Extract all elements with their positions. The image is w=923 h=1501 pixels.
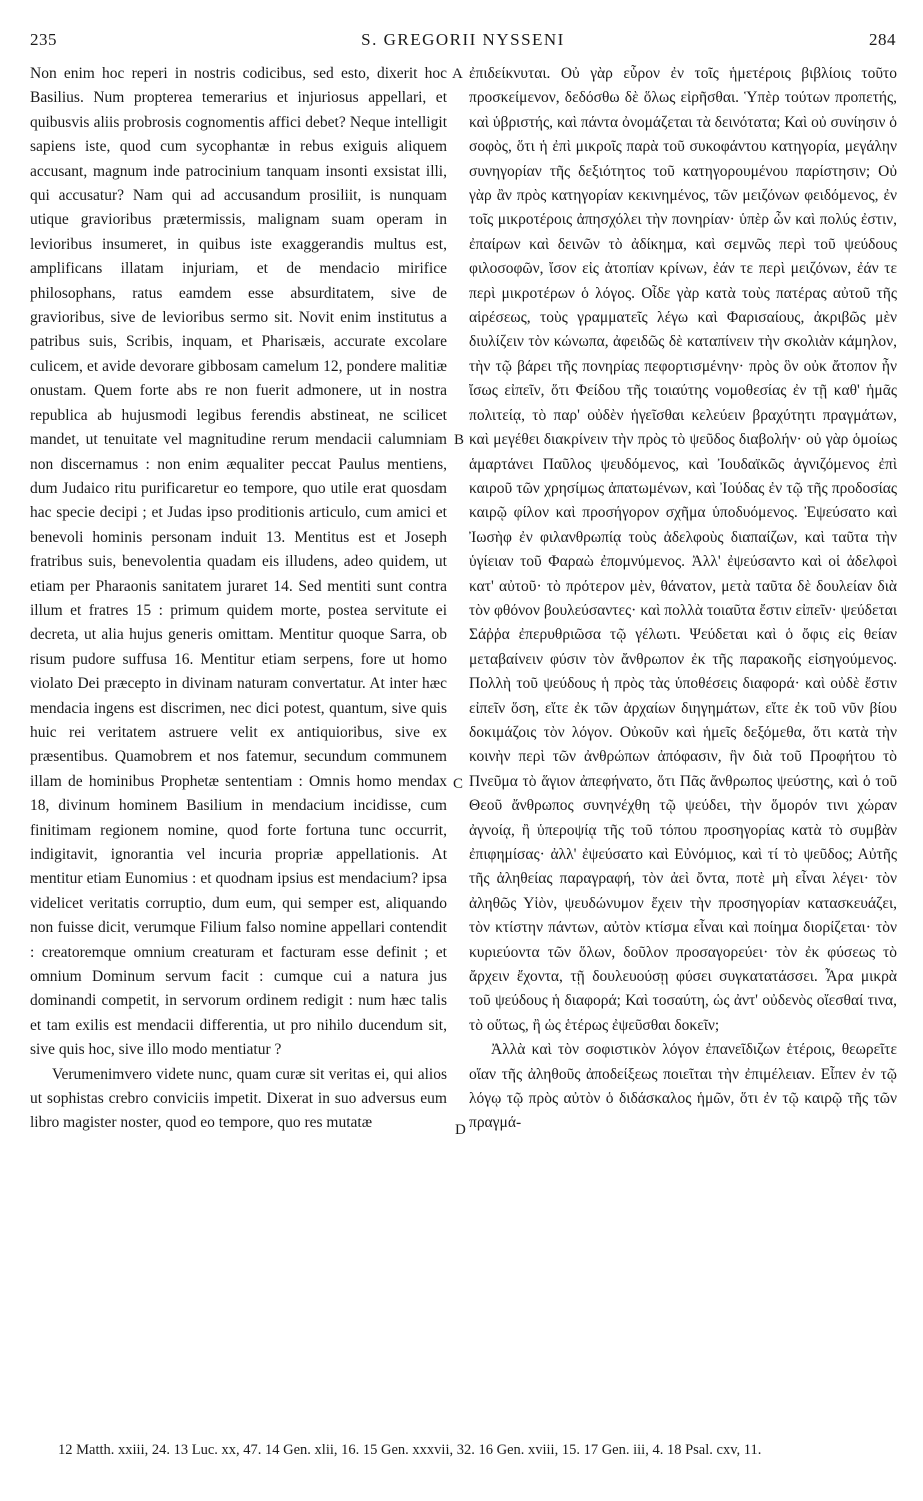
running-title: S. GREGORII NYSSENI xyxy=(361,30,565,49)
margin-letter-d: D xyxy=(455,1122,466,1138)
footnote-text: 12 Matth. xxiii, 24. 13 Luc. xx, 47. 14 Gen. xlii, 16. 15 Gen. xxxvii, 32. 16 Gen. xviii, 15. 17 Gen. iii, 4. 18 Psal. cxv, 11. xyxy=(58,1442,762,1458)
latin-paragraph: Verumenimvero videte nunc, quam curæ sit veritas ei, qui alios ut sophistas crebro conviciis impetit. Dixerat in suo adversus eum libro magister noster, quod eo tempore, quo res mutatæ xyxy=(30,1065,447,1132)
margin-letter-c: C xyxy=(453,776,464,792)
greek-paragraph: Ἀλλὰ καὶ τὸν σοφιστικὸν λόγον ἐπανεῖδιζων ἑτέροις, θεωρεῖτε οἵαν τῆς ἀληθοῦς ἀποδείξεως ποιεῖται τὴν ἐπιμέλειαν. Εἶπεν ἐν τῷ λόγῳ τῷ πρὸς αὐτὸν ὁ διδάσκαλος ἡμῶν, ὅτι ἐν τῷ καιρῷ τῆς τῶν πραγμά- xyxy=(469,1041,897,1132)
footnotes xyxy=(30,1440,896,1461)
latin-paragraph: Non enim hoc reperi in nostris codicibus, sed esto, dixerit hoc Basilius. Num propterea temerarius et injuriosus appellari, et quibusvis aliis probrosis cognomentis affici debet? Neque intelligit sapiens iste, quod cum sycophantæ in rebus exiguis aliquem accusant, magnum inde patrocinium tanquam insonti exsistat illi, qui accusatur? Nam qui ad accusandum prosiliit, is nunquam utique gravioribus prætermissis, malignam suam operam in levioribus insumeret, in quibus iste exaggerandis multus est, amplificans illatam injuriam, et de mendacio mirifice philosophans, ratus eamdem esse absurditatem, sive de gravioribus, sive de levioribus sermo sit. Novit enim institutus a patribus suis, Scribis, inquam, et Pharisæis, accurate excolare culicem, et avide devorare gibbosam camelum 12, pondere malitiæ onustam. Quem forte abs re non fuerit admonere, ut in nostra republica ab hujusmodi legibus ferendis abstineat, ne scilicet mandet, ut tenuitate vel magnitudine rerum mendacii calumniam non discernamus : non enim æqualiter peccat Paulus mentiens, dum Judaico ritu purificaretur eo tempore, quo utile erat quosdam hac specie decipi ; et Judas ipso proditionis articulo, cum amici et benevoli hominis personam induit 13. Mentitus est et Joseph fratribus suis, benevolentia quadam eis illudens, adeo quidem, ut etiam per Pharaonis sanitatem juraret 14. Sed mentiti sunt contra illum et fratres 15 : primum quidem morte, postea servitute ei decreta, ut alia hujus generis omittam. Mentitur quoque Sarra, ob risum pudore suffusa 16. Mentitur etiam serpens, fore ut homo violato Dei præcepto in divinam naturam convertatur. At inter hæc mendacia ingens est discrimen, nec dici potest, quantum, sive quis huic rei veritatem astruere velit ex antiquioribus, sive ex præsentibus. Quamobrem et nos fatemur, secundum communem illam de hominibus Prophetæ sententiam : Omnis homo mendax 18, divinum hominem Basilium in mendacium incidisse, cum finitimam regionem nomine, quod forte fortuna tunc occurrit, indigitavit, ignorantia vel incuria propriæ appellationis. At mentitur etiam Eunomius : et quodnam ipsius est mendacium? ipsa videlicet veritatis corruptio, dum eum, qui semper est, aliquando non fuisse dicit, verumque Filium falso nomine appellari contendit : creatoremque omnium creaturam et facturam esse definit ; et omnium Dominum servum facit : cumque cui a natura jus dominandi competit, in servorum ordinem redigit : num hæc talis et tam exilis est mendacii differentia, ut pro nihilo ducendum sit, sive quis hoc, sive illo modo mentiatur ? xyxy=(30,65,447,1059)
margin-letter-b: B xyxy=(454,432,465,448)
greek-paragraph: ἐπιδείκνυται. Οὐ γὰρ εὗρον ἐν τοῖς ἡμετέροις βιβλίοις τοῦτο προσκείμενον, δεδόσθω δὲ ὅλως εἰρῆσθαι. Ὑπὲρ τούτων προπετής, καὶ ὑβριστής, καὶ πάντα ὀνομάζεται τὰ δεινότατα; Καὶ οὐ συνίησιν ὁ σοφὸς, ὅτι ἡ ἐπὶ μικροῖς παρὰ τοῦ συκοφάντου κατηγορία, μεγάλην συνηγορίαν τῆς δεξιότητος τοῦ κατηγορουμένου παρίστησιν; Οὐ γὰρ ἂν πρὸς κατηγορίαν κεκινημένος, τῶν μειζόνων φειδόμενος, ἐν τοῖς μικροτέροις ἀπησχόλει τὴν πονηρίαν· ὑπὲρ ὧν καὶ πολύς ἐστιν, ἐπαίρων καὶ δεινῶν τὸ ἀδίκημα, καὶ σεμνῶς περὶ τοῦ ψεύδους φιλοσοφῶν, ἴσον εἰς ἀτοπίαν κρίνων, ἐάν τε περὶ μειζόνων, ἐάν τε περὶ μικροτέρων ὁ λόγος. Οἶδε γὰρ κατὰ τοὺς πατέρας αὐτοῦ τῆς αἱρέσεως, τοὺς γραμματεῖς λέγω καὶ Φαρισαίους, ἀκριβῶς μὲν διυλίζειν τὸν κώνωπα, ἀφειδῶς δὲ καταπίνειν τὴν σκολιὰν κάμηλον, τὴν τῷ βάρει τῆς πονηρίας πεφορτισμένην· πρὸς ὃν οὐκ ἄτοπον ἦν ἴσως εἰπεῖν, ὅτι Φείδου τῆς τοιαύτης νομοθεσίας ἐν τῇ καθ' ἡμᾶς πολιτείᾳ, τὸ παρ' οὐδὲν ἡγεῖσθαι κελεύειν βραχύτητι πραγμάτων, καὶ μεγέθει διακρίνειν τὴν πρὸς τὸ ψεῦδος διαβολήν· οὐ γὰρ ὁμοίως ἁμαρτάνει Παῦλος ψευδόμενος, καὶ Ἰουδαϊκῶς ἁγνιζόμενος ἐπὶ καιροῦ τῶν χρησίμως ἀπατωμένων, καὶ Ἰούδας ἐν τῷ τῆς προδοσίας καιρῷ φίλον καὶ προσήγορον σχῆμα ὑποδυόμενος. Ἐψεύσατο καὶ Ἰωσὴφ ἐν φιλανθρωπίᾳ τοὺς ἀδελφοὺς διαπαίζων, καὶ ταῦτα τὴν ὑγίειαν τοῦ Φαραὼ ἐπομνύμενος. Ἀλλ' ἐψεύσαντο καὶ οἱ ἀδελφοὶ κατ' αὐτοῦ· τὸ πρότερον μὲν, θάνατον, μετὰ ταῦτα δὲ δουλείαν διὰ τὸν φθόνον βουλεύσαντες· καὶ πολλὰ τοιαῦτα ἔστιν εἰπεῖν· ψεύδεται Σάῤῥα ἐπερυθριῶσα τῷ γέλωτι. Ψεύδεται καὶ ὁ ὄφις εἰς θείαν μεταβαίνειν φύσιν τὸν ἄνθρωπον ἐκ τῆς παρακοῆς εἰσηγούμενος. Πολλὴ τοῦ ψεύδους ἡ πρὸς τὰς ὑποθέσεις διαφορά· καὶ οὐδὲ ἔστιν εἰπεῖν ὅση, εἴτε ἐκ τῶν ἀρχαίων διηγημάτων, εἴτε ἐκ τοῦ νῦν βίου δοκιμάζοις τὸν λόγον. Οὐκοῦν καὶ ἡμεῖς δεξόμεθα, ὅτι κατὰ τὴν κοινὴν περὶ τῶν ἀνθρώπων ἀπόφασιν, ἣν διὰ τοῦ Προφήτου τὸ Πνεῦμα τὸ ἅγιον ἀπεφήνατο, ὅτι Πᾶς ἄνθρωπος ψεύστης, καὶ ὁ τοῦ Θεοῦ ἄνθρωπος συνηνέχθη τῷ ψεύδει, τὴν ὅμορόν τινι χώραν ἀγνοίᾳ, ἢ ὑπεροψίᾳ τῆς τοῦ τόπου προσηγορίας κατὰ τὸ συμβὰν ἐπιφημίσας· ἀλλ' ἐψεύσατο καὶ Εὐνόμιος, καὶ τί τὸ ψεῦδος; Αὐτῆς τῆς ἀληθείας παραγραφή, τὸν ἀεὶ ὄντα, ποτὲ μὴ εἶναι λέγει· τὸν ἀληθῶς Υἱὸν, ψευδώνυμον ἔχειν τὴν προσηγορίαν κατασκευάζει, τὸν κτίστην πάντων, αὐτὸν κτίσμα εἶναι καὶ ποίημα διορίζεται· τὸν κυριεύοντα τῶν ὅλων, δοῦλον προσαγορεύει· τὸν ἐκ φύσεως τὸ ἄρχειν ἔχοντα, τῇ δουλευούσῃ φύσει συγκατατάσσει. Ἆρα μικρὰ τοῦ ψεύδους ἡ διαφορά; Καὶ τοσαύτη, ὡς ἀντ' οὐδενὸς οἴεσθαί τινα, τὸ οὕτως, ἢ ὡς ἑτέρως ἐψεῦσθαι δοκεῖν; xyxy=(469,65,897,1034)
page-header xyxy=(30,30,896,54)
page-number-left: 235 xyxy=(30,30,57,49)
margin-letter-a: A xyxy=(452,66,463,82)
page-number-right: 284 xyxy=(869,30,896,49)
greek-column xyxy=(469,62,897,1136)
latin-column xyxy=(30,62,447,1136)
